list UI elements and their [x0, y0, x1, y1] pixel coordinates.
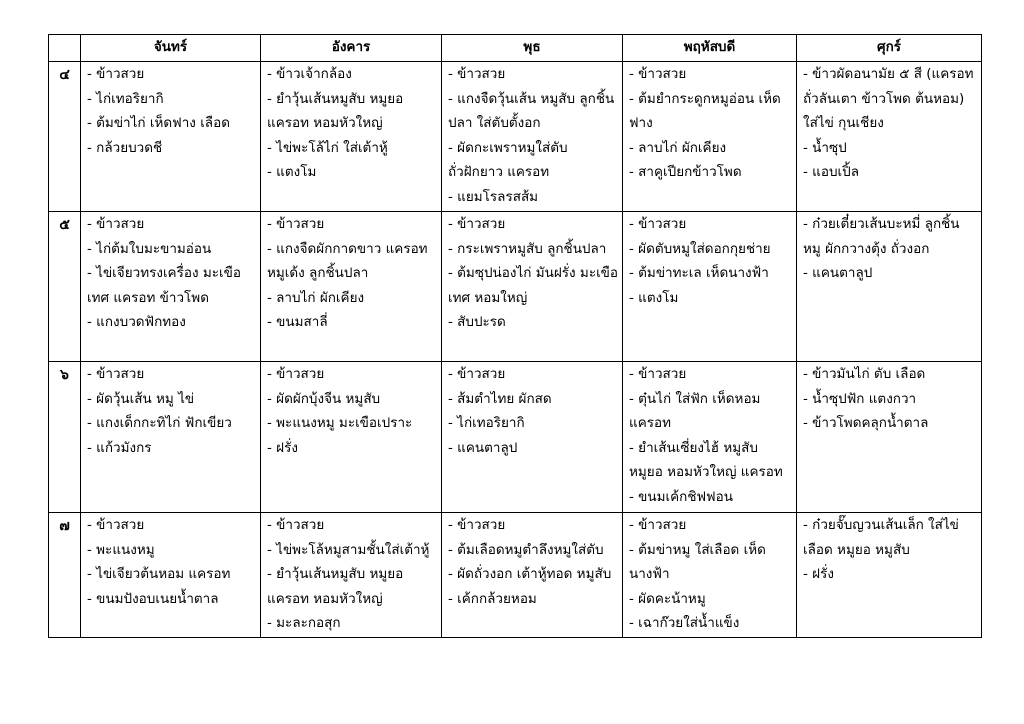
menu-item: - ส้มตำไทย ผักสด — [448, 390, 552, 407]
menu-item: - ฝรั่ง — [267, 439, 298, 456]
menu-item: - ต้มข่าทะเล เห็ดนางฟ้า — [629, 265, 769, 281]
menu-item: - ขนมสาลี่ — [267, 314, 328, 330]
menu-item: - ข้าวสวย — [629, 366, 687, 382]
menu-item: - ก๋วยเตี๋ยวเส้นบะหมี่ ลูกชิ้นหมู ผักกวางตุ้ง ถั่วงอก — [803, 216, 960, 257]
menu-item: - ไข่พะโล้หมูสามชั้นใส่เต้าหู้ — [267, 541, 430, 558]
menu-item: - ผัดคะน้าหมู — [629, 590, 706, 607]
menu-cell-friday — [797, 513, 982, 638]
week-row — [49, 62, 982, 212]
menu-item: - ข้าวสวย — [87, 366, 145, 382]
menu-item: - ไข่เจียวต้นหอม แครอท — [87, 566, 231, 582]
menu-item: - ขนมเค้กชิฟฟอน — [629, 488, 733, 505]
day-header-tuesday: อังคาร — [261, 35, 442, 62]
menu-item: - ข้าวผัดอนามัย ๕ สี (แครอท ถั่วลันเตา ข้าวโพด ต้นหอม) ใส่ไข่ กุนเชียง — [803, 66, 978, 131]
menu-item: - สับปะรด — [448, 314, 506, 330]
menu-item: - ยำวุ้นเส้นหมูสับ หมูยอ แครอท หอมหัวใหญ่ — [267, 566, 408, 607]
menu-cell-tuesday — [261, 62, 442, 212]
menu-item: - ข้าวสวย — [448, 216, 506, 232]
menu-cell-thursday — [623, 362, 797, 513]
menu-item: - แคนตาลูป — [803, 265, 873, 281]
menu-cell-monday — [81, 362, 261, 513]
menu-item: - เฉาก๊วยใส่น้ำแข็ง — [629, 615, 740, 631]
menu-item: - ข้าวสวย — [87, 216, 145, 232]
menu-item: - ข้าวสวย — [267, 216, 325, 232]
menu-item: - แคนตาลูป — [448, 439, 518, 456]
menu-item: - ข้าวสวย — [629, 517, 687, 533]
menu-item: - ข้าวเจ้ากล้อง — [267, 66, 352, 82]
menu-item: - กล้วยบวดชี — [87, 139, 163, 156]
menu-item: - ข้าวสวย — [448, 366, 506, 382]
menu-cell-friday — [797, 62, 982, 212]
menu-cell-friday — [797, 212, 982, 362]
menu-item: - แก้วมังกร — [87, 439, 152, 456]
menu-cell-wednesday — [442, 513, 623, 638]
menu-item: - ไก่เทอริยากิ — [448, 415, 525, 431]
menu-item: - ต้มเลือดหมูตำลึงหมูใส่ตับ — [448, 541, 604, 558]
menu-item: - แกงเด็กกะทิไก่ ฟักเขียว — [87, 415, 232, 431]
week-row — [49, 362, 982, 513]
menu-item: - ต้มข่าหมู ใส่เลือด เห็ดนางฟ้า — [629, 541, 766, 582]
week-row — [49, 212, 982, 362]
menu-cell-monday — [81, 212, 261, 362]
menu-item: - ผัดตับหมูใส่ดอกกุยช่าย — [629, 240, 771, 257]
menu-item: - ข้าวสวย — [267, 517, 325, 533]
week-number: ๗ — [49, 513, 81, 638]
header-row — [49, 35, 982, 62]
menu-cell-wednesday — [442, 62, 623, 212]
menu-body — [49, 62, 982, 638]
menu-cell-monday — [81, 513, 261, 638]
menu-item: - ข้าวสวย — [87, 517, 145, 533]
day-header-friday: ศุกร์ — [797, 35, 982, 62]
menu-item: - ผัดผักบุ้งจีน หมูสับ — [267, 390, 381, 407]
menu-item: - พะแนงหมู — [87, 541, 155, 558]
menu-item: - แกงบวดฟักทอง — [87, 314, 186, 330]
menu-item: - กระเพราหมูสับ ลูกชิ้นปลา — [448, 240, 607, 257]
menu-item: - ข้าวสวย — [448, 66, 506, 82]
menu-item: - ผัดวุ้นเส้น หมู ไข่ — [87, 390, 195, 407]
menu-item: - มะละกอสุก — [267, 615, 341, 631]
menu-cell-tuesday — [261, 513, 442, 638]
menu-item: - แอบเปิ้ล — [803, 164, 859, 180]
menu-item: - ข้าวสวย — [267, 366, 325, 382]
menu-item: - ขนมปังอบเนยน้ำตาล — [87, 590, 219, 607]
menu-item: - น้ำซุป — [803, 139, 847, 156]
menu-item: - ลาบไก่ ผักเคียง — [267, 289, 365, 306]
menu-item: - แตงโม — [267, 164, 317, 180]
menu-item: - ต้มยำกระดูกหมูอ่อน เห็ดฟาง — [629, 90, 781, 131]
menu-item: - แกงจืดผักกาดขาว แครอท หมูเด้ง ลูกชิ้นปลา — [267, 240, 432, 281]
menu-item: - ข้าวสวย — [629, 66, 687, 82]
menu-item: - ข้าวสวย — [448, 517, 506, 533]
menu-cell-thursday — [623, 62, 797, 212]
menu-item: - ฝรั่ง — [803, 566, 834, 582]
menu-item: - ยำเส้นเซี่ยงไฮ้ หมูสับ หมูยอ หอมหัวใหญ่ แครอท — [629, 439, 783, 480]
day-header-thursday: พฤหัสบดี — [623, 35, 797, 62]
menu-item: - ต้มซุปน่องไก่ มันฝรั่ง มะเขือเทศ หอมใหญ่ — [448, 265, 619, 306]
menu-item: - ลาบไก่ ผักเคียง — [629, 139, 727, 156]
menu-cell-thursday — [623, 212, 797, 362]
menu-item: - ไก่เทอริยากิ — [87, 90, 164, 107]
menu-item: - ไข่พะโล้ไก่ ใส่เต้าหู้ — [267, 139, 388, 156]
menu-item: - น้ำซุปฟัก แตงกวา — [803, 390, 917, 407]
menu-item: - พะแนงหมู มะเขือเปราะ — [267, 415, 413, 431]
lunch-menu-table — [48, 34, 982, 638]
menu-item: - ข้าวสวย — [629, 216, 687, 232]
menu-cell-monday — [81, 62, 261, 212]
menu-item: - เค้กกล้วยหอม — [448, 590, 537, 607]
day-header-wednesday: พุธ — [442, 35, 623, 62]
menu-item: - ผัดถั่วงอก เต้าหู้ทอด หมูสับ — [448, 566, 612, 582]
menu-item: - แยมโรลรสส้ม — [448, 188, 539, 205]
menu-item: - แตงโม — [629, 289, 679, 306]
menu-item: - ไข่เจียวทรงเครื่อง มะเขือเทศ แครอท ข้าวโพด — [87, 265, 241, 306]
week-row — [49, 513, 982, 638]
menu-cell-tuesday — [261, 212, 442, 362]
menu-item: - สาคูเปียกข้าวโพด — [629, 164, 742, 180]
week-number: ๔ — [49, 62, 81, 212]
day-header-monday: จันทร์ — [81, 35, 261, 62]
menu-cell-wednesday — [442, 212, 623, 362]
week-number: ๖ — [49, 362, 81, 513]
menu-item: - ก๋วยจั๊บญวนเส้นเล็ก ใส่ไข่ เลือด หมูยอ หมูสับ — [803, 517, 964, 558]
week-number: ๕ — [49, 212, 81, 362]
menu-cell-friday — [797, 362, 982, 513]
menu-item: - ข้าวสวย — [87, 66, 145, 82]
menu-item: - ยำวุ้นเส้นหมูสับ หมูยอ แครอท หอมหัวใหญ่ — [267, 90, 408, 131]
menu-cell-tuesday — [261, 362, 442, 513]
menu-cell-wednesday — [442, 362, 623, 513]
menu-item: - ตุ๋นไก่ ใส่ฟัก เห็ดหอม แครอท — [629, 390, 765, 431]
menu-item: - แกงจืดวุ้นเส้น หมูสับ ลูกชิ้นปลา ใส่ตับตั้งอก — [448, 90, 615, 131]
menu-item: - ข้าวโพดคลุกน้ำตาล — [803, 415, 929, 431]
corner-header — [49, 35, 81, 62]
menu-cell-thursday — [623, 513, 797, 638]
menu-item: - ข้าวมันไก่ ตับ เลือด — [803, 366, 926, 382]
menu-item: - ไก่ต้มใบมะขามอ่อน — [87, 240, 212, 257]
menu-item: - ต้มข่าไก่ เห็ดฟาง เลือด — [87, 115, 230, 131]
menu-item: - ผัดกะเพราหมูใส่ตับ ถั่วฝักยาว แครอท — [448, 139, 572, 180]
